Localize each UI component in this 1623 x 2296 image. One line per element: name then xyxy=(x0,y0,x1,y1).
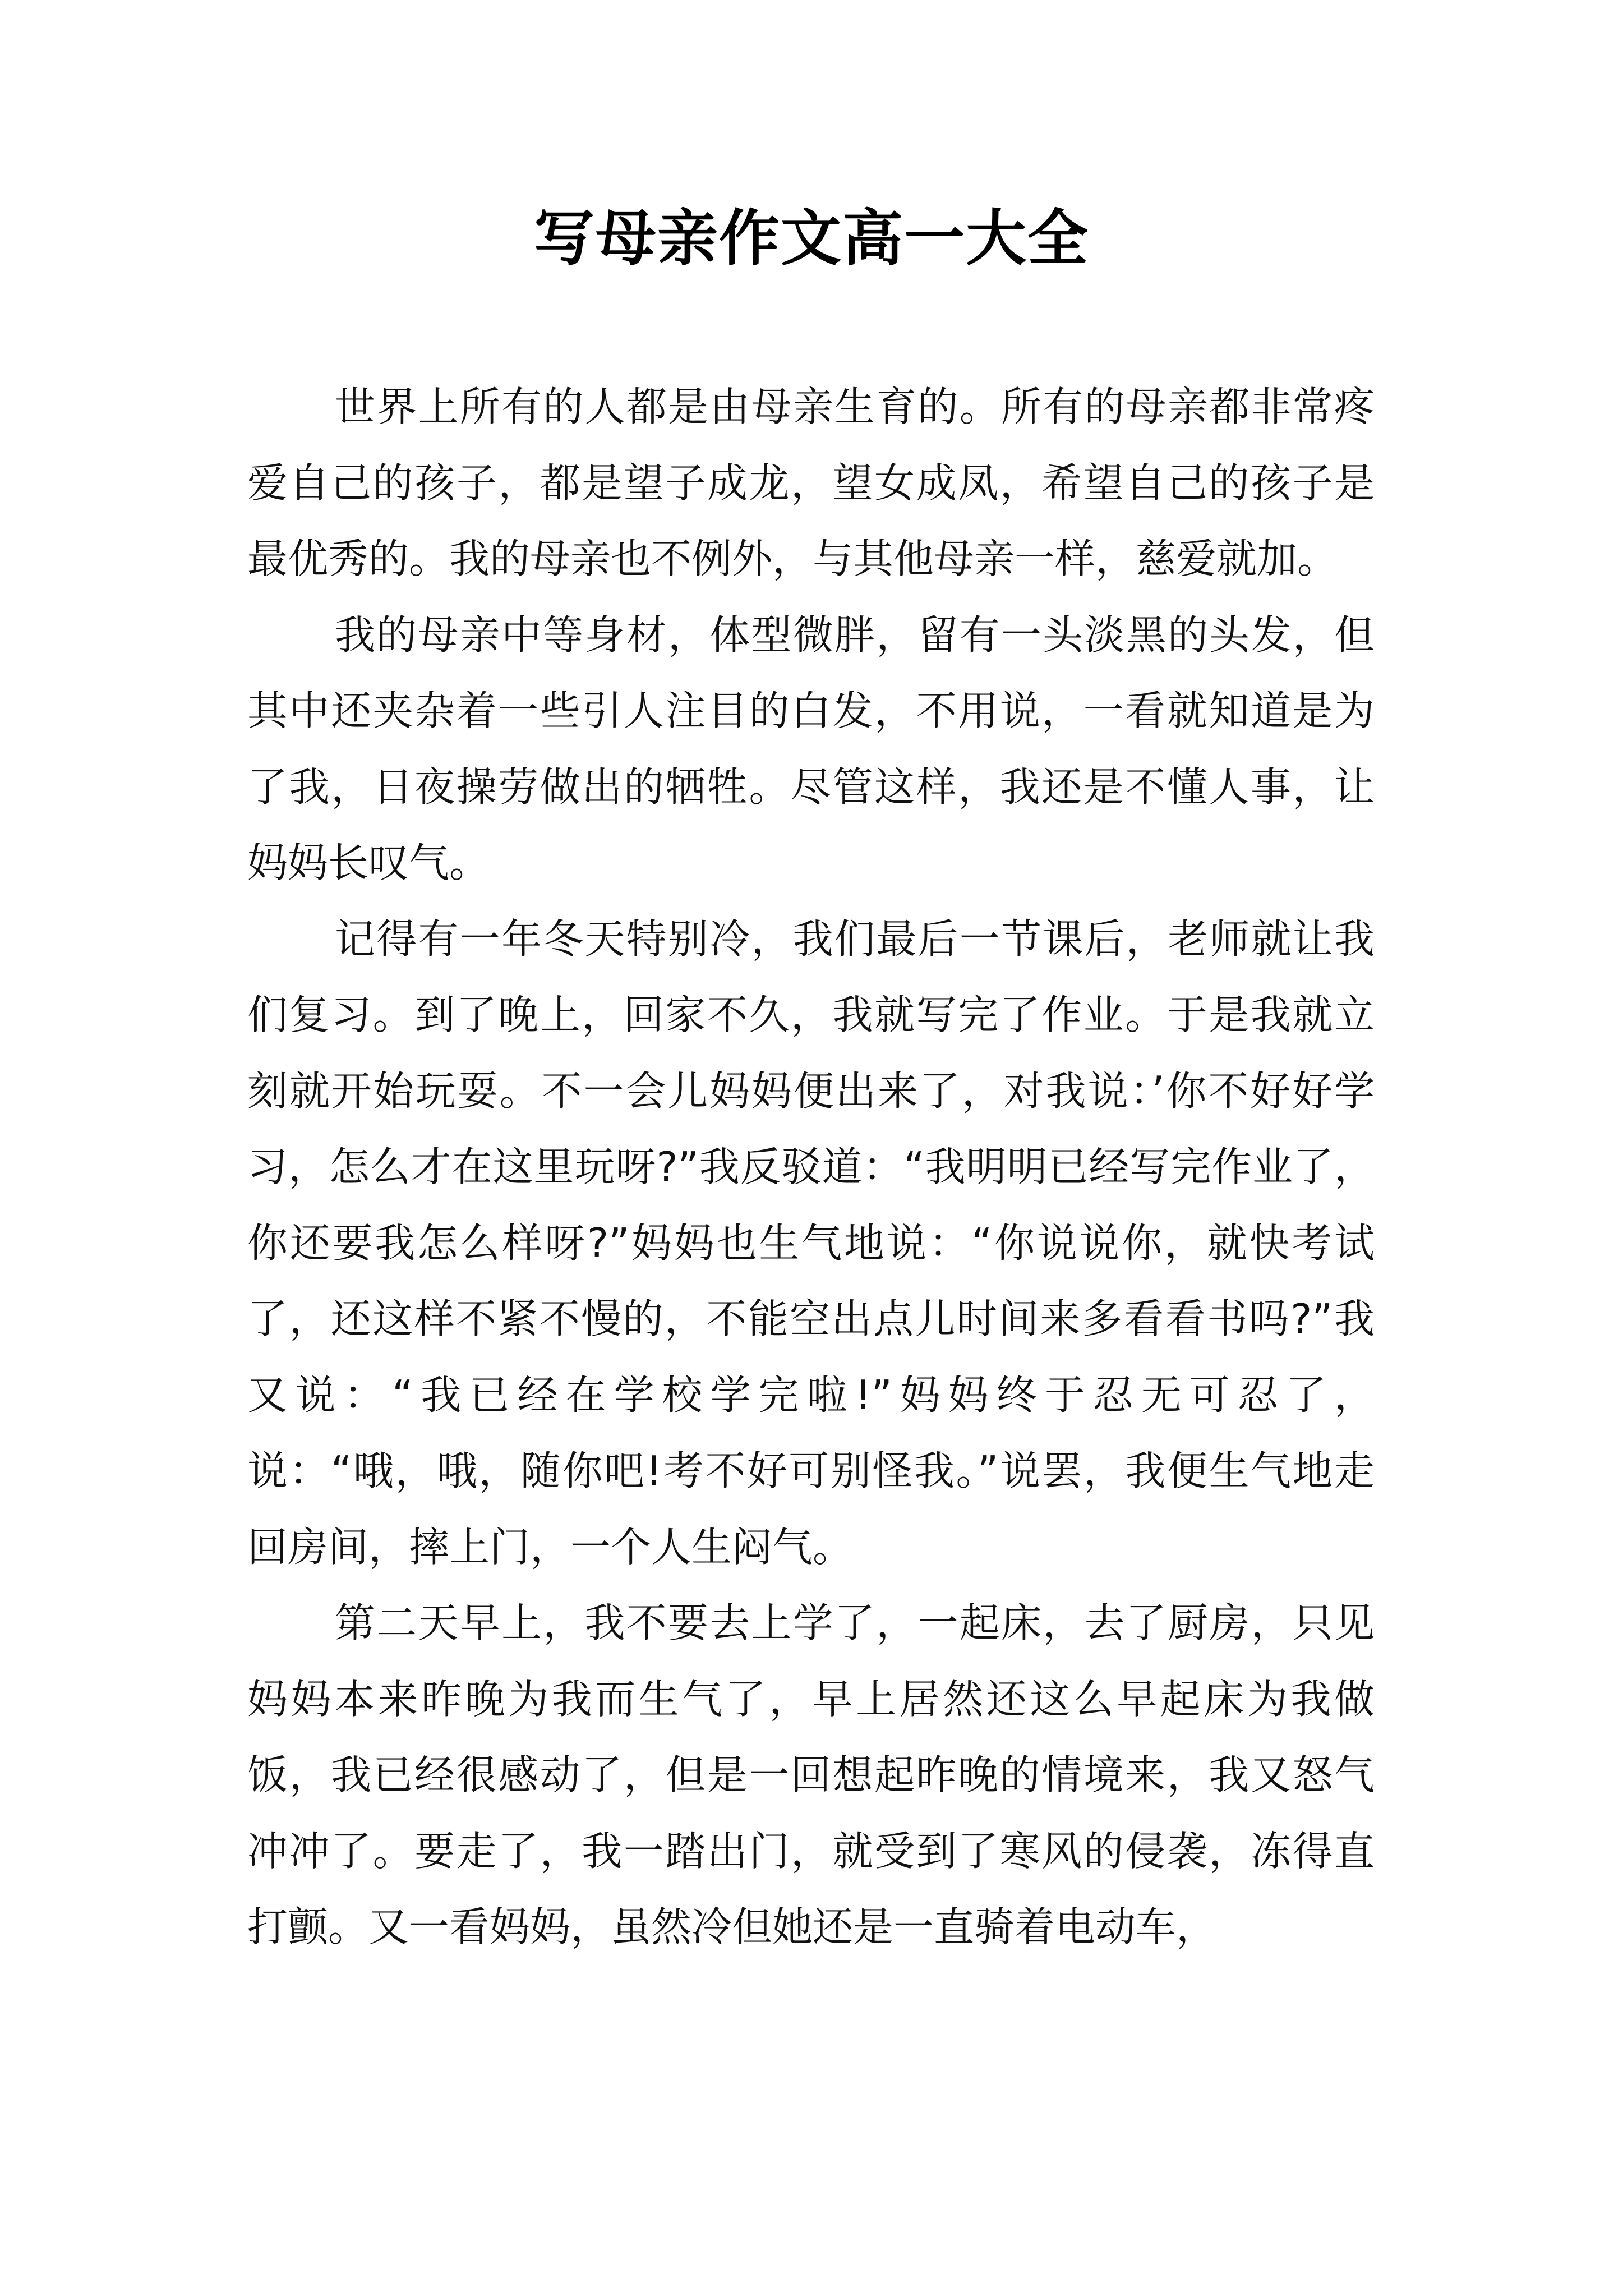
document-body xyxy=(247,369,1375,1966)
paragraph-2: 我的母亲中等身材，体型微胖，留有一头淡黑的头发，但其中还夹杂着一些引人注目的白发，不用说，一看就知道是为了我，日夜操劳做出的牺牲。尽管这样，我还是不懂人事，让妈妈长叹气。 xyxy=(247,611,1375,886)
paragraph-4: 第二天早上，我不要去上学了，一起床，去了厨房，只见妈妈本来昨晚为我而生气了，早上居然还这么早起床为我做饭，我已经很感动了，但是一回想起昨晚的情境来，我又怒气冲冲了。要走了，我一踏出门，就受到了寒风的侵袭，冻得直打颤。又一看妈妈，虽然冷但她还是一直骑着电动车， xyxy=(247,1599,1375,1950)
paragraph-3: 记得有一年冬天特别冷，我们最后一节课后，老师就让我们复习。到了晚上，回家不久，我就写完了作业。于是我就立刻就开始玩耍。不一会儿妈妈便出来了，对我说：’你不好好学习，怎么才在这里玩呀?”我反驳道：“我明明已经写完作业了，你还要我怎么样呀?”妈妈也生气地说：“你说说你，就快考试了，还这样不紧不慢的，不能空出点儿时间来多看看书吗?”我又说：“我已经在学校学完啦!”妈妈终于忍无可忍了，说：“哦，哦，随你吧!考不好可别怪我。”说罢，我便生气地走回房间，摔上门，一个人生闷气。 xyxy=(247,915,1375,1571)
document-title: 写母亲作文高一大全 xyxy=(533,203,1089,274)
paragraph-1: 世界上所有的人都是由母亲生育的。所有的母亲都非常疼爱自己的孩子，都是望子成龙，望女成凤，希望自己的孩子是最优秀的。我的母亲也不例外，与其他母亲一样，慈爱就加。 xyxy=(247,383,1375,582)
